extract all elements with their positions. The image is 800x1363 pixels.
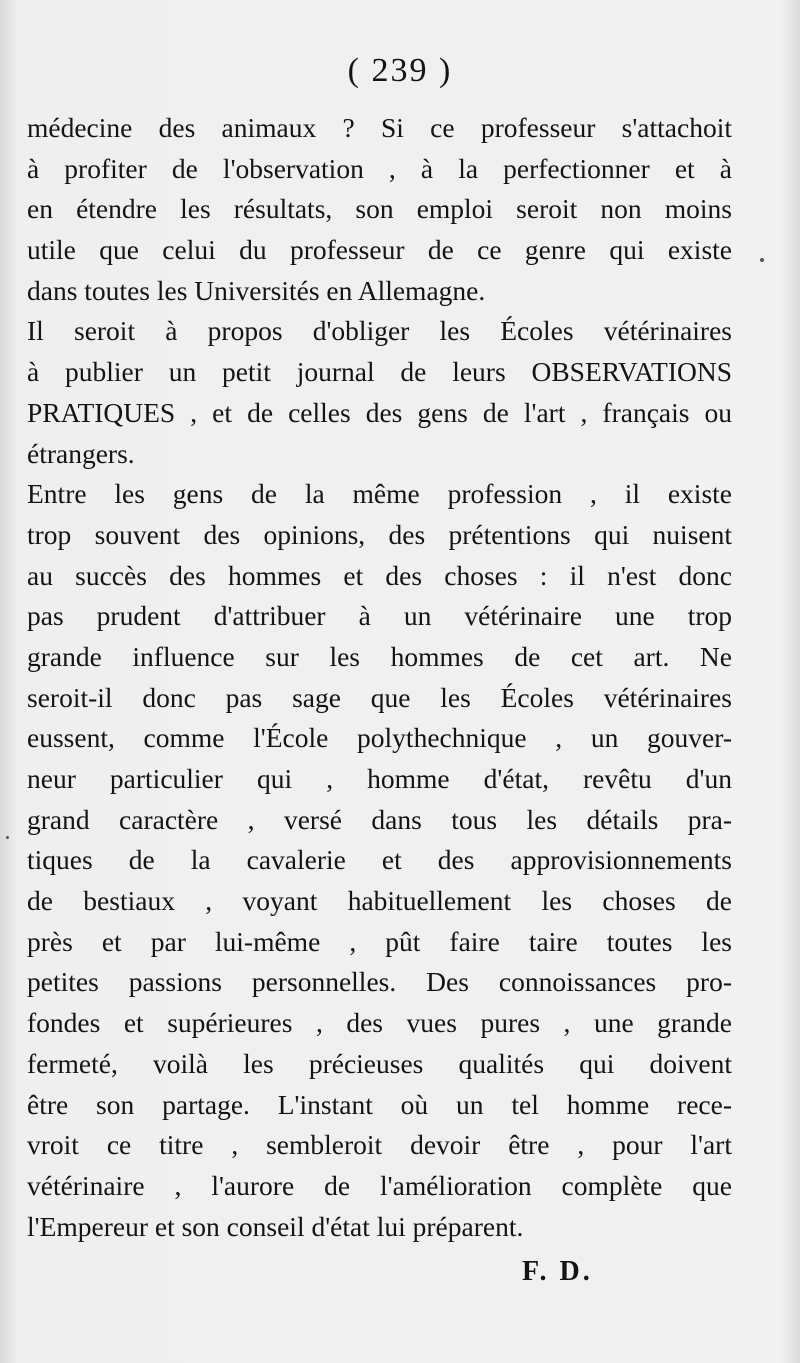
text-line: de bestiaux , voyant habituellement les choses de [27, 885, 732, 917]
text-line: vétérinaire , l'aurore de l'amélioration complète que [27, 1169, 732, 1201]
text-line: Il seroit à propos d'obliger les Écoles vétérinaires [27, 315, 732, 347]
text-line: PRATIQUES , et de celles des gens de l'art , français ou [27, 396, 732, 428]
text-line: fondes et supérieures , des vues pures , une grande [27, 1007, 732, 1039]
text-line: au succès des hommes et des choses : il n'est donc [27, 559, 732, 591]
text-line: petites passions personnelles. Des connoissances pro- [27, 966, 732, 998]
text-line: à profiter de l'observation , à la perfectionner et à [27, 152, 732, 184]
text-line: neur particulier qui , homme d'état, revêtu d'un [27, 763, 732, 794]
text-line: tiques de la cavalerie et des approvisionnements [27, 844, 732, 876]
text-line: l'Empereur et son conseil d'état lui préparent. [27, 1210, 524, 1242]
text-line: en étendre les résultats, son emploi seroit non moins [27, 193, 732, 225]
text-line: fermeté, voilà les précieuses qualités qui doivent [27, 1047, 732, 1079]
ink-speck [760, 258, 764, 262]
ink-speck [6, 836, 9, 839]
text-line: pas prudent d'attribuer à un vétérinaire une trop [27, 600, 732, 632]
text-line: étrangers. [27, 437, 135, 469]
text-line: seroit-il donc pas sage que les Écoles vétérinaires [27, 681, 732, 713]
text-line: Entre les gens de la même profession , il existe [27, 478, 732, 510]
text-line: grande influence sur les hommes de cet art. Ne [27, 640, 732, 672]
text-line: à publier un petit journal de leurs OBSERVATIONS [27, 356, 732, 388]
page-number: ( 239 ) [347, 52, 453, 89]
text-line: près et par lui-même , pût faire taire toutes les [27, 925, 732, 957]
text-line: grand caractère , versé dans tous les détails pra- [27, 803, 732, 835]
text-line: médecine des animaux ? Si ce professeur s'attachoit [27, 112, 732, 143]
text-line: dans toutes les Universités en Allemagne. [27, 274, 486, 306]
text-line: trop souvent des opinions, des prétentions qui nuisent [27, 518, 732, 550]
text-line: eussent, comme l'École polythechnique , un gouver- [27, 722, 732, 754]
body-text [27, 108, 732, 1247]
text-line: être son partage. L'instant où un tel homme rece- [27, 1088, 732, 1120]
signature: F. D. [522, 1256, 593, 1287]
text-line: utile que celui du professeur de ce genre qui existe [27, 234, 732, 266]
text-line: vroit ce titre , sembleroit devoir être , pour l'art [27, 1129, 732, 1161]
